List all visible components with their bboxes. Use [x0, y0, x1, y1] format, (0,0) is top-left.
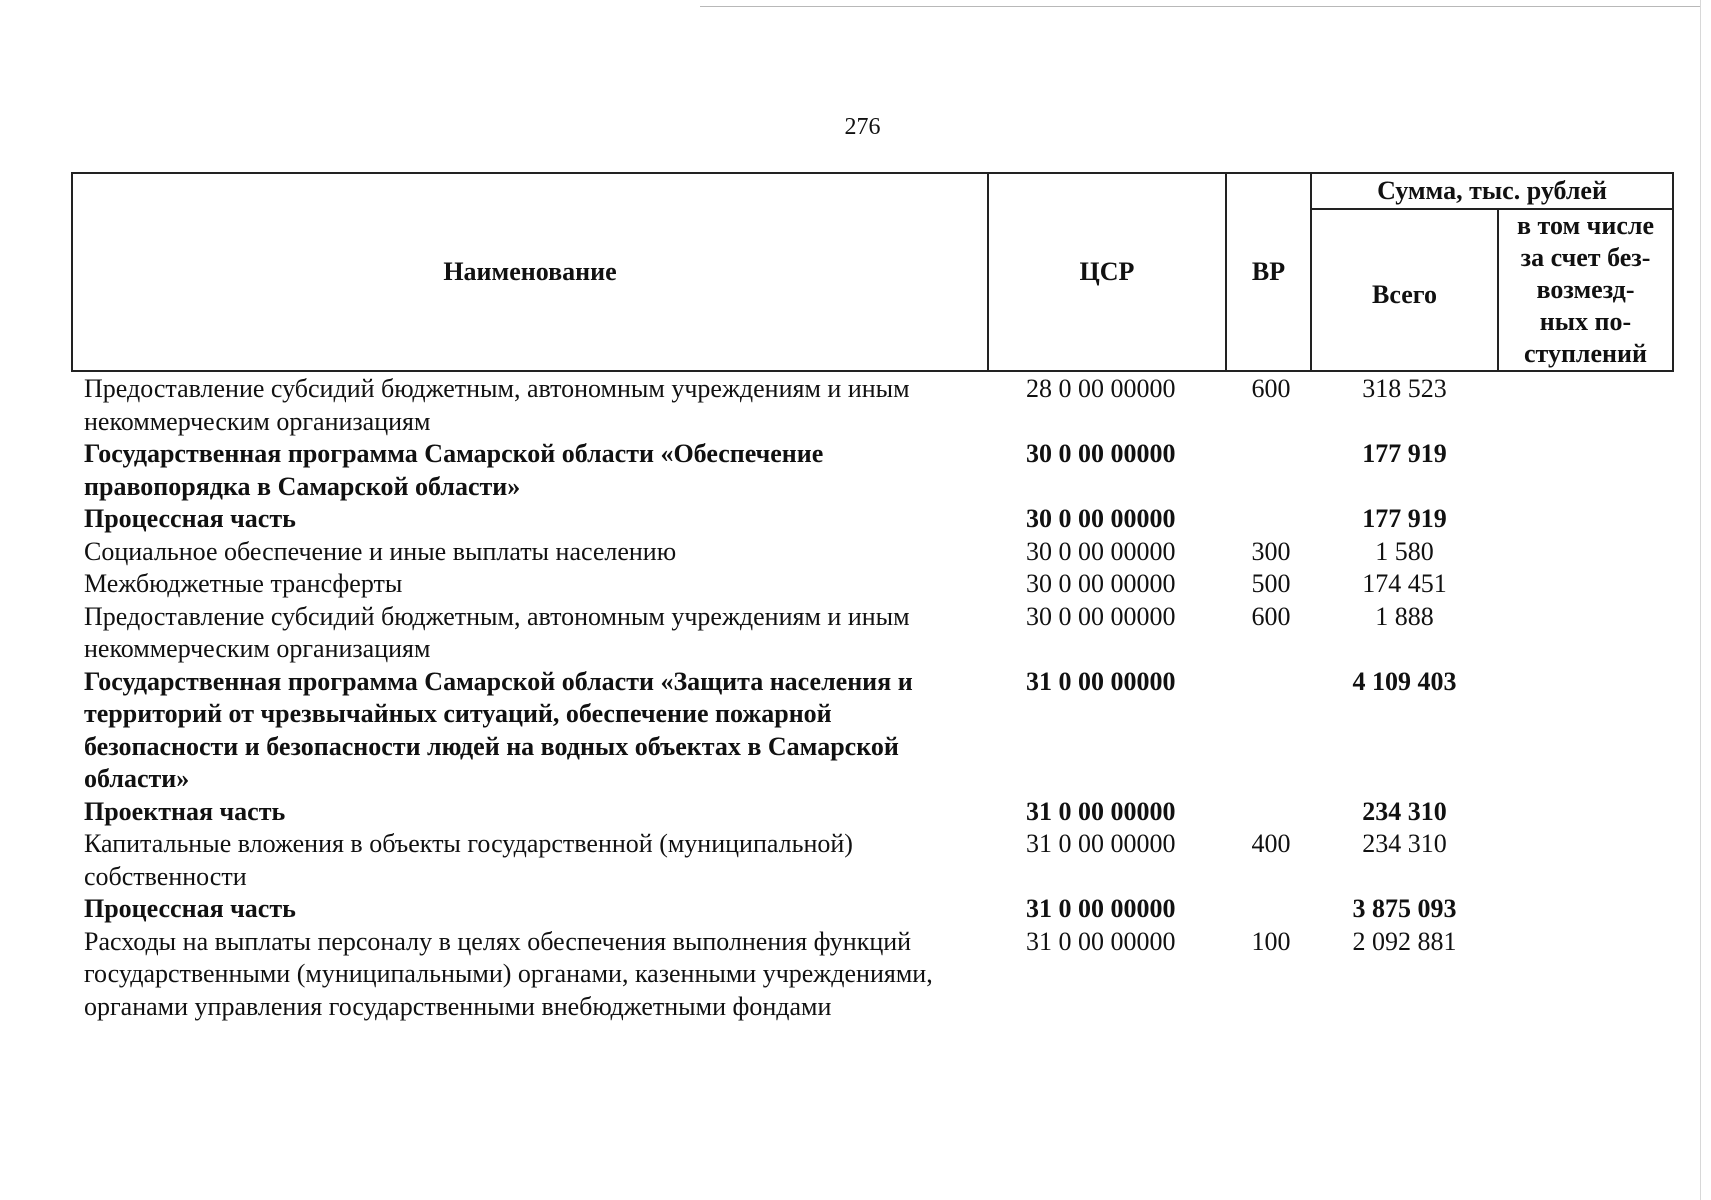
- table-row: [72, 371, 1673, 438]
- cell-csr: 31 0 00 00000: [1026, 666, 1176, 696]
- cell-total: 1 888: [1375, 601, 1434, 631]
- table-row: [72, 666, 1673, 796]
- cell-total: 2 092 881: [1352, 926, 1457, 956]
- cell-csr: 28 0 00 00000: [1026, 374, 1176, 403]
- cell-vr: [1226, 503, 1311, 536]
- table-row: [72, 536, 1673, 569]
- cell-csr: 30 0 00 00000: [1026, 536, 1176, 566]
- cell-total: 177 919: [1362, 504, 1447, 533]
- cell-csr: 31 0 00 00000: [1026, 796, 1176, 826]
- cell-including: [1498, 503, 1673, 536]
- cell-csr: 30 0 00 00000: [1026, 601, 1176, 631]
- cell-including: [1498, 893, 1673, 926]
- cell-total: 1 580: [1375, 536, 1434, 566]
- cell-name: Межбюджетные трансферты: [84, 569, 403, 598]
- table-row: [72, 796, 1673, 829]
- header-including-line: возмезд-: [1536, 275, 1635, 304]
- cell-name: Процессная часть: [84, 894, 296, 923]
- cell-name: Капитальные вложения в объекты государственной (муниципальной) собственности: [84, 829, 853, 891]
- table-row: [72, 601, 1673, 666]
- header-name: Наименование: [72, 173, 988, 371]
- header-csr: ЦСР: [988, 173, 1226, 371]
- cell-csr: 30 0 00 00000: [1026, 439, 1176, 468]
- cell-vr: [1226, 438, 1311, 503]
- cell-name: Социальное обеспечение и иные выплаты населению: [84, 536, 677, 566]
- cell-vr: [1226, 893, 1311, 926]
- page-number: 276: [844, 114, 881, 140]
- cell-including: [1498, 796, 1673, 829]
- cell-including: [1498, 601, 1673, 666]
- cell-including: [1498, 926, 1673, 1024]
- table-header: [72, 173, 1673, 371]
- cell-total: 234 310: [1362, 796, 1447, 826]
- cell-including: [1498, 666, 1673, 796]
- cell-total: 174 451: [1362, 569, 1447, 598]
- cell-including: [1498, 536, 1673, 569]
- cell-name: Расходы на выплаты персоналу в целях обеспечения выполнения функций государственными (муниципальными) органами, казенными учреждениями, органами управления государственными внебюджетными фондами: [84, 926, 933, 1021]
- cell-csr: 30 0 00 00000: [1026, 569, 1176, 598]
- cell-including: [1498, 371, 1673, 438]
- cell-vr: 500: [1251, 569, 1291, 598]
- cell-total: 3 875 093: [1352, 894, 1457, 923]
- table-body: [72, 371, 1673, 1023]
- table-row: [72, 568, 1673, 601]
- cell-including: [1498, 438, 1673, 503]
- cell-total: 234 310: [1362, 829, 1447, 858]
- cell-name: Государственная программа Самарской области «Обеспечение правопорядка в Самарской области»: [84, 439, 824, 501]
- header-including-line: в том числе: [1517, 211, 1654, 240]
- table-row: [72, 503, 1673, 536]
- scan-edge-top: [700, 6, 1700, 7]
- cell-vr: [1226, 796, 1311, 829]
- cell-csr: 31 0 00 00000: [1026, 926, 1176, 956]
- header-total: Всего: [1311, 209, 1498, 371]
- header-including-line: ступлений: [1523, 339, 1648, 368]
- header-sum: Сумма, тыс. рублей: [1311, 173, 1673, 209]
- cell-total: 177 919: [1362, 439, 1447, 468]
- cell-vr: 600: [1251, 601, 1291, 631]
- cell-total: 4 109 403: [1352, 666, 1457, 696]
- cell-name: Проектная часть: [84, 796, 286, 826]
- cell-csr: 31 0 00 00000: [1026, 829, 1176, 858]
- cell-name: Предоставление субсидий бюджетным, автономным учреждениям и иным некоммерческим организациям: [84, 374, 910, 436]
- scan-edge-right: [1700, 0, 1701, 1200]
- header-vr: ВР: [1226, 173, 1311, 371]
- cell-total: 318 523: [1362, 374, 1447, 403]
- cell-name: Предоставление субсидий бюджетным, автономным учреждениям и иным некоммерческим организациям: [84, 601, 910, 663]
- cell-csr: 31 0 00 00000: [1026, 894, 1176, 923]
- budget-table: [71, 172, 1674, 1023]
- cell-including: [1498, 828, 1673, 893]
- table-row: [72, 828, 1673, 893]
- cell-including: [1498, 568, 1673, 601]
- cell-csr: 30 0 00 00000: [1026, 504, 1176, 533]
- cell-vr: 300: [1251, 536, 1291, 566]
- cell-vr: 600: [1251, 374, 1291, 403]
- cell-name: Процессная часть: [84, 504, 296, 533]
- cell-name: Государственная программа Самарской области «Защита населения и территорий от чрезвычайных ситуаций, обеспечение пожарной безопасности и безопасности людей на водных объектах в Самарской области»: [84, 666, 913, 793]
- cell-vr: [1226, 666, 1311, 796]
- cell-vr: 100: [1251, 926, 1291, 956]
- table-row: [72, 893, 1673, 926]
- cell-vr: 400: [1251, 829, 1291, 858]
- header-including: [1498, 209, 1673, 371]
- header-including-line: за счет без-: [1520, 243, 1651, 272]
- table-row: [72, 438, 1673, 503]
- header-including-line: ных по-: [1539, 307, 1632, 336]
- table-row: [72, 926, 1673, 1024]
